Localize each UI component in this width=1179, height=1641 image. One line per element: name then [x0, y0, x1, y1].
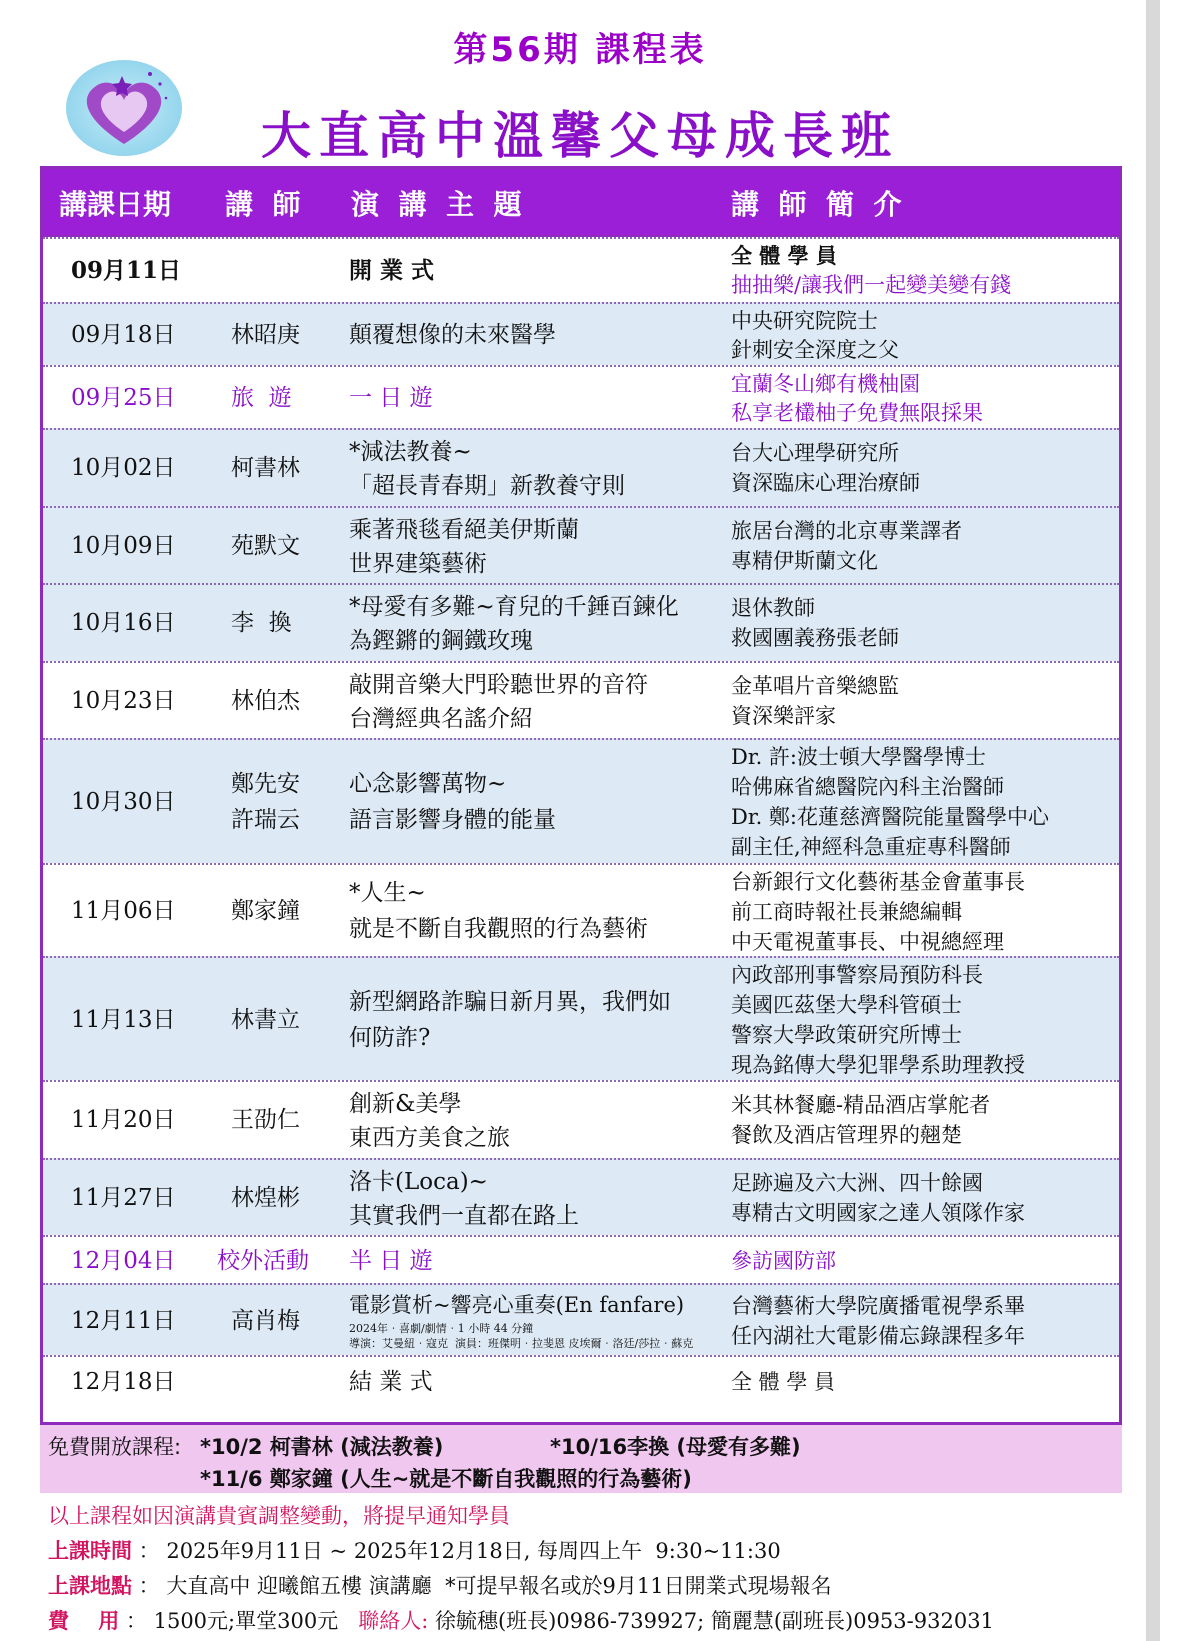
row-speaker: 林伯杰 [231, 688, 300, 714]
row-date: 10月16日 [71, 610, 176, 636]
header-speaker: 講 師 [225, 188, 301, 221]
class-time-value: ： 2025年9月11日 ~ 2025年12月18日, 每周四上午 9:30~11:30 [132, 1539, 781, 1563]
row-topic-line: 洛卡(Loca)~ [349, 1169, 488, 1195]
table-row [43, 956, 1119, 1080]
row-speaker: 高肖梅 [231, 1308, 300, 1334]
row-topic: 顛覆想像的未來醫學 [349, 322, 556, 348]
row-bio-line: 中央研究院院士 [731, 309, 878, 333]
row-topic-line: 其實我們一直都在路上 [349, 1203, 579, 1229]
fee-contact [48, 1605, 994, 1635]
row-bio-line: 抽抽樂/讓我們一起變美變有錢 [731, 273, 1012, 297]
free-course-item: *10/16李換 (母愛有多難) [550, 1435, 801, 1459]
row-date: 12月04日 [71, 1248, 176, 1274]
row-bio-line: 美國匹茲堡大學科管碩士 [731, 993, 962, 1017]
row-speaker: 旅 遊 [231, 385, 292, 411]
row-speaker: 王劭仁 [231, 1107, 300, 1133]
row-topic: 半 日 遊 [349, 1248, 433, 1274]
row-bio-line: 專精古文明國家之達人領隊作家 [731, 1201, 1025, 1225]
row-date: 12月18日 [71, 1369, 176, 1395]
free-course-item: *10/2 柯書林 (減法教養) [200, 1435, 444, 1459]
row-topic-line: 東西方美食之旅 [349, 1125, 510, 1151]
row-topic-line: 語言影響身體的能量 [349, 807, 556, 833]
location-value: ： 大直高中 迎曦館五樓 演講廳 [132, 1574, 446, 1598]
table-row [43, 365, 1119, 428]
row-bio-line: 專精伊斯蘭文化 [731, 549, 878, 573]
row-speaker: 李 換 [231, 610, 292, 636]
row-topic-line: 何防詐? [349, 1025, 431, 1051]
row-speaker: 苑默文 [231, 533, 300, 559]
table-row [43, 1355, 1119, 1405]
row-bio-line: 退休教師 [731, 596, 815, 620]
contact-value: 徐毓穗(班長)0986-739927; 簡麗慧(副班長)0953-932031 [428, 1609, 994, 1633]
table-row [43, 738, 1119, 863]
row-topic-line: 電影賞析~響亮心重奏(En fanfare) [349, 1293, 685, 1317]
row-bio-line: 警察大學政策研究所博士 [731, 1023, 962, 1047]
row-bio-line: 副主任,神經科急重症專科醫師 [731, 835, 1011, 859]
row-bio-line: 米其林餐廳-精品酒店掌舵者 [731, 1093, 991, 1117]
row-date: 09月11日 [71, 257, 182, 284]
row-date: 09月18日 [71, 322, 176, 348]
row-date: 09月25日 [71, 385, 176, 411]
row-bio-line: 足跡遍及六大洲、四十餘國 [731, 1171, 983, 1195]
class-time [48, 1535, 781, 1565]
free-courses-label: 免費開放課程: [48, 1435, 182, 1459]
table-row [43, 1283, 1119, 1355]
class-time-label: 上課時間 [48, 1538, 132, 1563]
row-bio-line: 資深樂評家 [731, 704, 836, 728]
row-date: 11月20日 [71, 1107, 176, 1133]
row-speaker: 鄭家鐘 [231, 898, 300, 924]
row-bio-line: 金革唱片音樂總監 [731, 674, 899, 698]
issue-title: 第56期 課程表 [453, 30, 707, 70]
row-speaker: 林昭庚 [231, 322, 300, 348]
row-bio-line: 餐飲及酒店管理界的翹楚 [731, 1123, 962, 1147]
row-topic-line: *母愛有多難~育兒的千錘百鍊化 [349, 594, 679, 620]
row-topic: 開 業 式 [349, 257, 435, 284]
row-bio-line: 現為銘傳大學犯罪學系助理教授 [731, 1053, 1025, 1077]
header-date: 講課日期 [59, 188, 172, 221]
row-speaker: 校外活動 [217, 1248, 309, 1274]
row-topic-line: 「超長青春期」新教養守則 [349, 473, 625, 499]
table-row [43, 302, 1119, 365]
schedule-table [40, 166, 1122, 1425]
table-row [43, 506, 1119, 583]
row-topic-line: 為鏗鏘的鋼鐵玫瑰 [349, 628, 533, 654]
row-topic-note: 2024年‧喜劇/劇情‧1 小時 44 分鐘 [349, 1322, 534, 1335]
row-topic-line: 就是不斷自我觀照的行為藝術 [349, 916, 648, 942]
table-row [43, 661, 1119, 738]
row-date: 10月02日 [71, 455, 176, 481]
row-bio-line: 任內湖社大電影備忘錄課程多年 [731, 1324, 1025, 1348]
table-row [43, 1235, 1119, 1283]
row-bio-line: 資深臨床心理治療師 [731, 471, 920, 495]
row-bio-line: 全 體 學 員 [731, 243, 837, 268]
row-speaker: 林煌彬 [231, 1185, 300, 1211]
free-courses-band [40, 1425, 1122, 1493]
row-date: 11月27日 [71, 1185, 176, 1211]
contact-label: 聯絡人: [358, 1609, 429, 1633]
row-date: 10月30日 [71, 789, 176, 815]
row-date: 11月06日 [71, 898, 176, 924]
row-bio-line: 前工商時報社長兼總編輯 [731, 900, 962, 924]
row-bio-line: 參訪國防部 [731, 1249, 836, 1273]
row-bio-line: Dr. 許:波士頓大學醫學博士 [731, 745, 986, 769]
table-row [43, 237, 1119, 302]
location-label: 上課地點 [48, 1573, 132, 1598]
table-header [43, 169, 1119, 237]
row-topic-note: 導演：艾曼紐‧寇克 演員：班傑明‧拉斐恩 皮埃爾‧洛廷/莎拉‧蘇克 [349, 1337, 694, 1350]
row-topic-line: 創新&美學 [349, 1091, 462, 1117]
class-location [48, 1570, 832, 1600]
row-speaker: 林書立 [231, 1007, 300, 1033]
row-topic-line: *減法教養~ [349, 439, 472, 465]
table-row [43, 428, 1119, 506]
header-topic: 演 講 主 題 [351, 188, 522, 221]
row-date: 11月13日 [71, 1007, 176, 1033]
row-bio-line: 台灣藝術大學院廣播電視學系畢 [731, 1294, 1025, 1318]
row-bio-line: 針刺安全深度之父 [731, 338, 899, 362]
row-speaker-line: 許瑞云 [231, 807, 300, 833]
row-topic-line: 台灣經典名謠介紹 [349, 706, 533, 732]
row-topic-line: 乘著飛毯看絕美伊斯蘭 [349, 517, 579, 543]
row-bio-line: 內政部刑事警察局預防科長 [731, 963, 983, 987]
row-date: 10月23日 [71, 688, 176, 714]
page-title: 大直高中溫馨父母成長班 [261, 107, 899, 165]
row-date: 12月11日 [71, 1308, 176, 1334]
registration-note: *可提早報名或於9月11日開業式現場報名 [445, 1574, 832, 1598]
row-bio-line: 台大心理學研究所 [731, 441, 899, 465]
row-bio-line: 全 體 學 員 [731, 1370, 836, 1394]
row-bio-line: 台新銀行文化藝術基金會董事長 [731, 870, 1025, 894]
table-row [43, 863, 1119, 956]
free-course-item: *11/6 鄭家鐘 (人生~就是不斷自我觀照的行為藝術) [200, 1467, 692, 1491]
row-speaker: 柯書林 [231, 455, 300, 481]
fee-label: 費 用 [48, 1608, 120, 1633]
row-bio-line: 旅居台灣的北京專業譯者 [731, 519, 962, 543]
table-row [43, 1158, 1119, 1235]
row-date: 10月09日 [71, 533, 176, 559]
row-topic: 一 日 遊 [349, 385, 433, 411]
row-bio-line: 哈佛麻省總醫院內科主治醫師 [731, 775, 1004, 799]
row-speaker-line: 鄭先安 [231, 771, 300, 797]
row-bio-line: 宜蘭冬山鄉有機柚園 [731, 372, 920, 396]
row-bio-line: 救國團義務張老師 [731, 626, 899, 650]
table-row [43, 583, 1119, 661]
row-topic-line: 心念影響萬物~ [349, 771, 507, 797]
row-bio-line: Dr. 鄭:花蓮慈濟醫院能量醫學中心 [731, 805, 1049, 829]
row-topic-line: 新型網路詐騙日新月異，我們如 [349, 989, 671, 1015]
row-topic-line: 世界建築藝術 [349, 551, 487, 577]
row-bio-line: 中天電視董事長、中視總經理 [731, 930, 1004, 954]
table-row [43, 1080, 1119, 1158]
row-bio-line: 私享老欉柚子免費無限採果 [731, 401, 983, 425]
fee-value: ： 1500元;單堂300元 [119, 1609, 359, 1633]
change-notice: 以上課程如因演講貴賓調整變動，將提早通知學員 [48, 1504, 510, 1528]
row-topic-line: *人生~ [349, 880, 426, 906]
row-topic: 結 業 式 [349, 1369, 433, 1395]
header-bio: 講 師 簡 介 [731, 188, 902, 221]
row-topic-line: 敲開音樂大門聆聽世界的音符 [349, 672, 648, 698]
